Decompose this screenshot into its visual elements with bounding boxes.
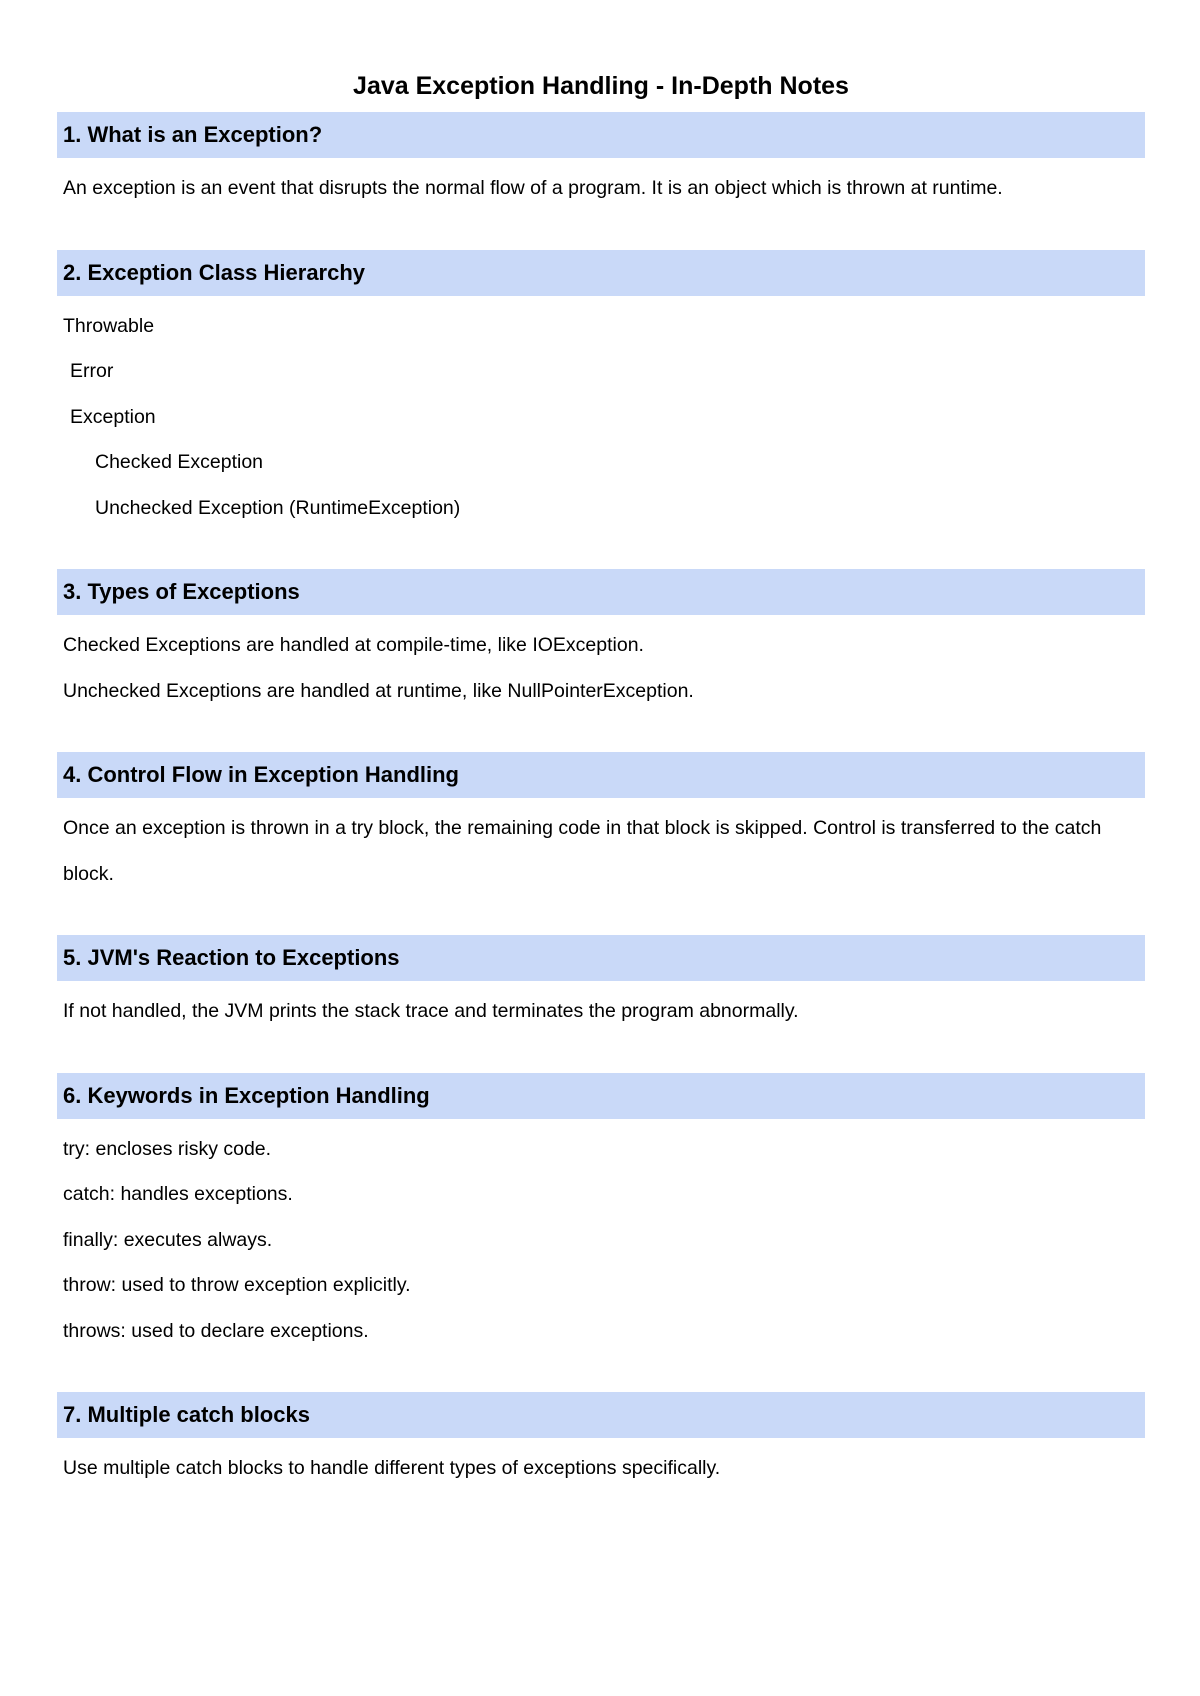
section-heading: 2. Exception Class Hierarchy [57, 250, 1145, 296]
section-heading: 3. Types of Exceptions [57, 569, 1145, 615]
section-heading: 7. Multiple catch blocks [57, 1392, 1145, 1438]
hierarchy-item-throwable: Throwable [63, 314, 155, 337]
keyword-item-try: try: encloses risky code. [63, 1137, 272, 1160]
section-control-flow [57, 752, 1145, 897]
keyword-item-throw: throw: used to throw exception explicitly. [63, 1274, 411, 1296]
hierarchy-item-error: Error [70, 360, 114, 382]
body-text: Use multiple catch blocks to handle different types of exceptions specifically. [63, 1457, 721, 1479]
keyword-item-throws: throws: used to declare exceptions. [63, 1319, 369, 1342]
section-heading: 4. Control Flow in Exception Handling [57, 752, 1145, 798]
body-text: Once an exception is thrown in a try block, the remaining code in that block is skipped. Control is transferred to the catch block. [63, 817, 1102, 885]
section-heading: 6. Keywords in Exception Handling [57, 1073, 1145, 1119]
section-multiple-catch [57, 1392, 1145, 1492]
body-text: Unchecked Exceptions are handled at runtime, like NullPointerException. [63, 679, 694, 702]
body-text: If not handled, the JVM prints the stack trace and terminates the program abnormally. [63, 1000, 799, 1022]
section-keywords [57, 1073, 1145, 1355]
section-class-hierarchy [57, 250, 1145, 532]
section-heading: 5. JVM's Reaction to Exceptions [57, 935, 1145, 981]
keyword-item-finally: finally: executes always. [63, 1228, 273, 1251]
hierarchy-item-unchecked: Unchecked Exception (RuntimeException) [95, 496, 461, 519]
section-what-is-exception [57, 112, 1145, 212]
section-jvm-reaction [57, 935, 1145, 1035]
hierarchy-item-checked: Checked Exception [95, 451, 264, 473]
page-title: Java Exception Handling - In-Depth Notes [353, 72, 849, 100]
section-types-of-exceptions [57, 569, 1145, 714]
section-heading: 1. What is an Exception? [57, 112, 1145, 158]
hierarchy-item-exception: Exception [70, 405, 156, 428]
body-text: Checked Exceptions are handled at compile-time, like IOException. [63, 634, 644, 656]
body-text: An exception is an event that disrupts the normal flow of a program. It is an object which is thrown at runtime. [63, 177, 1003, 199]
keyword-item-catch: catch: handles exceptions. [63, 1183, 293, 1205]
